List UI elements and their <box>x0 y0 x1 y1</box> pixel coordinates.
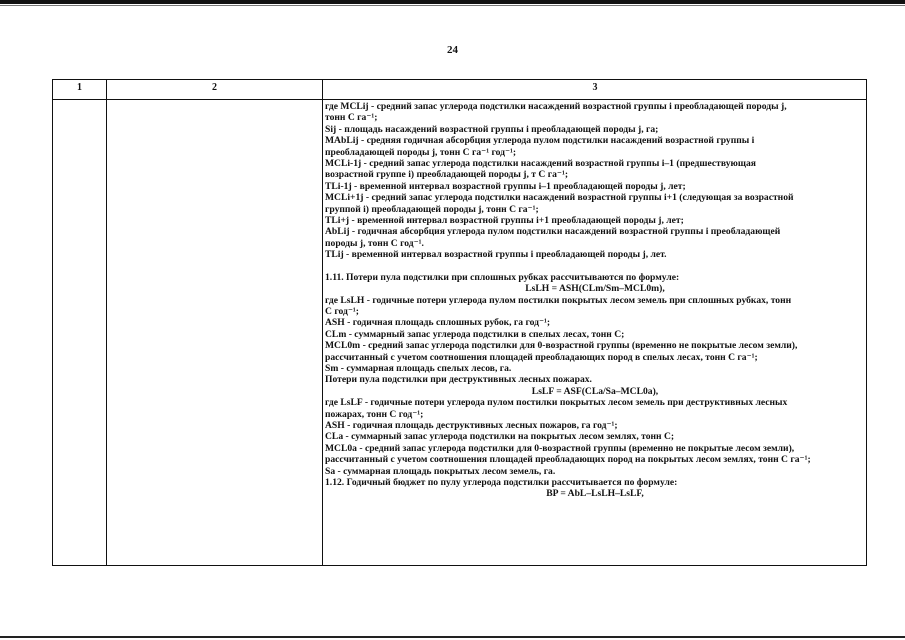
text-line: С год⁻¹; <box>325 305 359 317</box>
text-line: CLm - суммарный запас углерода подстилки в спелых лесах, тонн С; <box>325 328 625 340</box>
column-header-2: 2 <box>212 82 217 93</box>
text-line: преобладающей породы j, тонн С га⁻¹ год⁻¹; <box>325 146 517 158</box>
text-line: где LsLH - годичные потери углерода пулом постилки покрытых лесом земель при сплошных рубках, тонн <box>325 294 792 306</box>
text-line: Sa - суммарная площадь покрытых лесом земель, га. <box>325 465 556 477</box>
formula-line: LsLF = ASF(CLa/Sa–MCL0a), <box>531 385 659 397</box>
column-divider <box>322 80 323 565</box>
text-line: Sij - площадь насаждений возрастной группы i преобладающей породы j, га; <box>325 123 659 135</box>
text-line: пожарах, тонн С год⁻¹; <box>325 408 424 420</box>
text-line: ASH - годичная площадь сплошных рубок, га год⁻¹; <box>325 317 551 329</box>
top-rule <box>0 0 905 4</box>
text-line: MCLi+1j - средний запас углерода подстилки насаждений возрастной группы i+1 (следующая за возрастной <box>325 192 794 204</box>
text-line <box>325 261 865 272</box>
text-line: где LsLF - годичные потери углерода пулом постилки покрытых лесом земель при деструктивных лесных <box>325 397 788 409</box>
column-divider <box>106 80 107 565</box>
text-line: MCLi-1j - средний запас углерода подстилки насаждений возрастной группы i–1 (предшествующая <box>325 158 756 170</box>
formula-line: LsLH = ASH(CLm/Sm–MCL0m), <box>525 283 665 295</box>
text-line: 1.12. Годичный бюджет по пулу углерода подстилки рассчитывается по формуле: <box>325 477 678 488</box>
text-line: группой i) преобладающей породы j, тонн С га⁻¹; <box>325 203 539 215</box>
text-line: где MCLij - средний запас углерода подстилки насаждений возрастной группы i преобладающей породы j, <box>325 101 787 112</box>
bottom-rule <box>0 636 905 638</box>
text-line: TLij - временной интервал возрастной группы i преобладающей породы j, лет. <box>325 249 667 261</box>
text-line: MCL0a - средний запас углерода подстилки для 0-возрастной группы (временно не покрытые лесом земли), <box>325 442 795 454</box>
column-3-text <box>325 101 865 500</box>
text-line: рассчитанный с учетом соотношения площадей преобладающих пород на покрытых лесом землях, тонн С га⁻¹; <box>325 454 811 466</box>
page-number: 24 <box>447 44 458 56</box>
text-line: AbLij - годичная абсорбция углерода пулом подстилки насаждений возрастной группы i преобладающей <box>325 226 781 238</box>
text-line: Sm - суммарная площадь спелых лесов, га. <box>325 362 512 374</box>
text-line: MAbLij - средняя годичная абсорбция углерода пулом подстилки насаждений возрастной группы i <box>325 135 755 147</box>
text-line: возрастной группе i) преобладающей породы j, т С га⁻¹; <box>325 169 569 181</box>
text-line: рассчитанный с учетом соотношения площадей преобладающих пород в спелых лесах, тонн С га⁻¹; <box>325 351 758 363</box>
document-table <box>52 79 867 566</box>
top-rule-thin <box>0 5 905 6</box>
header-divider <box>53 99 866 100</box>
text-line: 1.11. Потери пула подстилки при сплошных рубках рассчитываются по формуле: <box>325 271 680 283</box>
column-header-3: 3 <box>592 82 598 93</box>
text-line: тонн С га⁻¹; <box>325 112 378 124</box>
text-line: TLi-1j - временной интервал возрастной группы i–1 преобладающей породы j, лет; <box>325 180 686 192</box>
text-line: MCL0m - средний запас углерода подстилки для 0-возрастной группы (временно не покрытые лесом земли), <box>325 340 798 352</box>
text-line: Потери пула подстилки при деструктивных лесных пожарах. <box>325 374 592 386</box>
text-line: CLa - суммарный запас углерода подстилки на покрытых лесом землях, тонн С; <box>325 431 675 443</box>
formula-line: BP = AbL–LsLH–LsLF, <box>546 488 644 500</box>
text-line: ASH - годичная площадь деструктивных лесных пожаров, га год⁻¹; <box>325 419 618 431</box>
text-line: TLi+j - временной интервал возрастной группы i+1 преобладающей породы j, лет; <box>325 215 684 227</box>
column-header-1: 1 <box>77 82 82 93</box>
text-line: породы j, тонн С год⁻¹. <box>325 237 424 249</box>
